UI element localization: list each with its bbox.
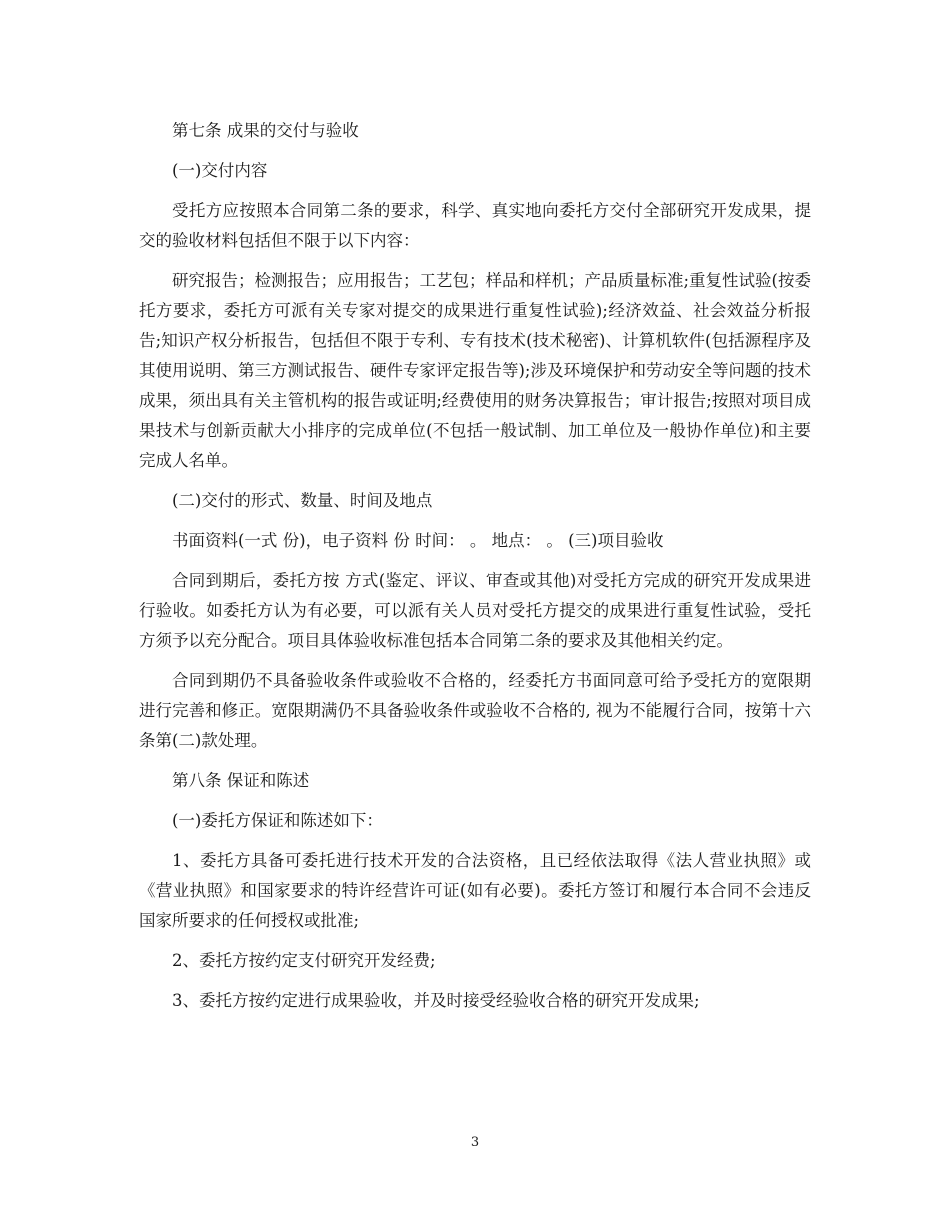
acceptance-paragraph: 合同到期后，委托方按 方式(鉴定、评议、审查或其他)对受托方完成的研究开发成果进行验收。如委托方认为有必要，可以派有关人员对受托方提交的成果进行重复性试验，受托方须予以充分配合。项目具体验收标准包括本合同第二条的要求及其他相关约定。 bbox=[139, 571, 811, 650]
article-8-heading: 第八条 保证和陈述 bbox=[172, 771, 310, 790]
warranty-item-2: 2、委托方按约定支付研究开发经费; bbox=[172, 951, 436, 970]
warranty-item-1: 1、委托方具备可委托进行技术开发的合法资格，且已经依法取得《法人营业执照》或《营业执照》和国家要求的特许经营许可证(如有必要)。委托方签订和履行本合同不会违反国家所要求的任何授权或批准; bbox=[139, 851, 811, 930]
page-number: 3 bbox=[470, 1135, 480, 1150]
delivery-content-paragraph: 受托方应按照本合同第二条的要求，科学、真实地向委托方交付全部研究开发成果，提交的验收材料包括但不限于以下内容： bbox=[139, 201, 811, 250]
article-7-heading: 第七条 成果的交付与验收 bbox=[172, 121, 359, 140]
delivery-form-heading: (二)交付的形式、数量、时间及地点 bbox=[172, 491, 433, 510]
warranty-item-3: 3、委托方按约定进行成果验收，并及时接受经验收合格的研究开发成果; bbox=[172, 991, 700, 1010]
delivery-content-heading: (一)交付内容 bbox=[172, 161, 268, 180]
client-warranties-heading: (一)委托方保证和陈述如下： bbox=[172, 811, 383, 830]
grace-period-paragraph: 合同到期仍不具备验收条件或验收不合格的，经委托方书面同意可给予受托方的宽限期进行完善和修正。宽限期满仍不具备验收条件或验收不合格的, 视为不能履行合同，按第十六条第(二)款处理。 bbox=[139, 671, 811, 750]
acceptance-materials-paragraph: 研究报告；检测报告；应用报告；工艺包；样品和样机；产品质量标准;重复性试验(按委托方要求，委托方可派有关专家对提交的成果进行重复性试验);经济效益、社会效益分析报告;知识产权分析报告，包括但不限于专利、专有技术(技术秘密)、计算机软件(包括源程序及其使用说明、第三方测试报告、硬件专家评定报告等);涉及环境保护和劳动安全等问题的技术成果，须出具有关主管机构的报告或证明;经费使用的财务决算报告；审计报告;按照对项目成果技术与创新贡献大小排序的完成单位(不包括一般试制、加工单位及一般协作单位)和主要完成人名单。 bbox=[139, 271, 811, 470]
document-body bbox=[139, 116, 811, 1026]
delivery-form-paragraph: 书面资料(一式 份)，电子资料 份 时间： 。 地点： 。 (三)项目验收 bbox=[172, 531, 664, 550]
